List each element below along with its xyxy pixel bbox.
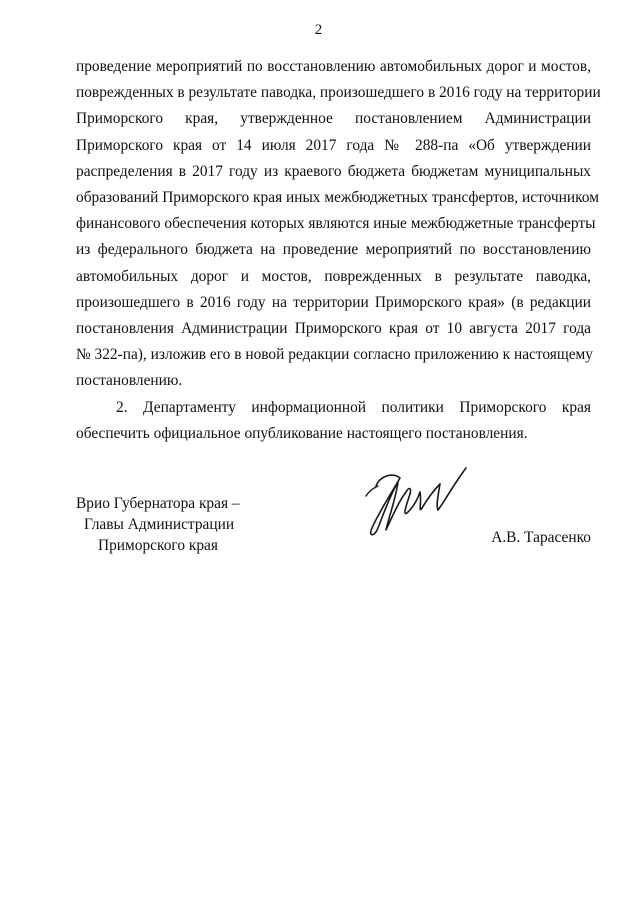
position-line: Главы Администрации bbox=[84, 516, 235, 533]
signature-stroke bbox=[371, 475, 411, 535]
signer-name: А.В. Тарасенко bbox=[491, 529, 591, 546]
handwritten-signature bbox=[362, 462, 482, 540]
signature-stroke bbox=[366, 486, 378, 496]
text-line: обеспечить официальное опубликование настоящего постановления. bbox=[76, 424, 528, 442]
signer-position bbox=[76, 493, 240, 556]
text-line: Приморского края, утвержденное постановлением Администрации bbox=[76, 110, 591, 128]
text-line: распределения в 2017 году из краевого бюджета бюджетам муниципальных bbox=[76, 162, 591, 180]
position-line: Приморского края bbox=[98, 537, 218, 554]
page-number: 2 bbox=[314, 22, 323, 38]
text-line: постановления Администрации Приморского края от 10 августа 2017 года bbox=[76, 320, 591, 338]
paragraph-2 bbox=[76, 395, 591, 447]
text-line: 2. Департаменту информационной политики Приморского края bbox=[116, 398, 591, 416]
document-body bbox=[76, 54, 601, 447]
text-line: произошедшего в 2016 году на территории Приморского края» (в редакции bbox=[76, 293, 591, 311]
signature-stroke bbox=[437, 468, 466, 510]
text-line: из федерального бюджета на проведение мероприятий по восстановлению bbox=[76, 241, 591, 259]
text-line: поврежденных в результате паводка, произошедшего в 2016 году на территории bbox=[76, 84, 601, 102]
paragraph-1 bbox=[76, 54, 601, 395]
text-line: № 322-па), изложив его в новой редакции согласно приложению к настоящему bbox=[76, 346, 593, 364]
text-line: Приморского края от 14 июля 2017 года № 288-па «Об утверждении bbox=[76, 136, 591, 154]
text-line: автомобильных дорог и мостов, поврежденных в результате паводка, bbox=[76, 267, 591, 285]
text-line: проведение мероприятий по восстановлению автомобильных дорог и мостов, bbox=[76, 58, 591, 75]
text-line: финансового обеспечения которых являются иные межбюджетные трансферты bbox=[76, 215, 596, 233]
position-line: Врио Губернатора края – bbox=[76, 495, 240, 512]
text-line: образований Приморского края иных межбюджетных трансфертов, источником bbox=[76, 189, 599, 207]
text-line: постановлению. bbox=[76, 372, 183, 390]
